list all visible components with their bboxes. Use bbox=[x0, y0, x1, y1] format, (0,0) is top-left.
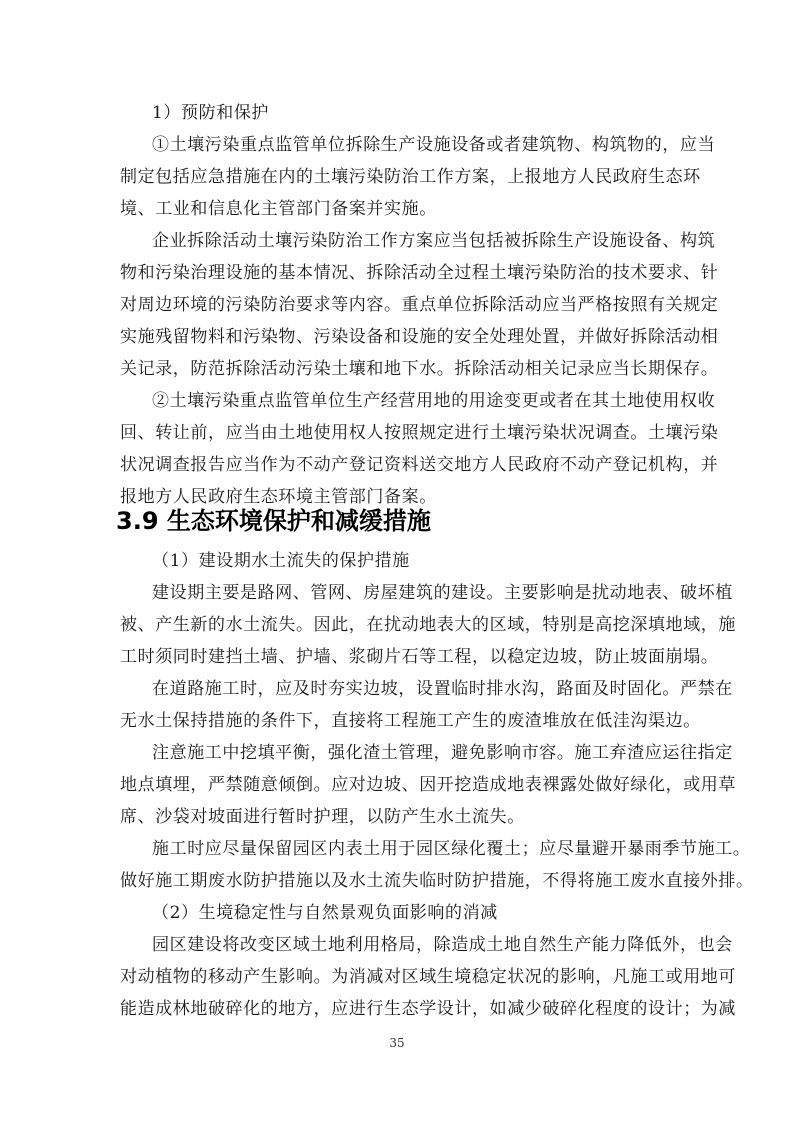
paragraph-line: ①土壤污染重点监管单位拆除生产设施设备或者建筑物、构筑物的，应当 bbox=[152, 135, 716, 155]
paragraph-line: 状况调查报告应当作为不动产登记资料送交地方人民政府不动产登记机构，并 bbox=[120, 455, 719, 475]
subsection-title-prevention: 1）预防和保护 bbox=[152, 103, 270, 123]
paragraph-line: 无水土保持措施的条件下，直接将工程施工产生的废渣堆放在低洼沟渠边。 bbox=[120, 711, 701, 731]
paragraph-line: 能造成林地破碎化的地方，应进行生态学设计，如减少破碎化程度的设计；为减 bbox=[120, 999, 736, 1019]
paragraph-line: 在道路施工时，应及时夯实边坡，设置临时排水沟，路面及时固化。严禁在 bbox=[152, 679, 733, 699]
page-number: 35 bbox=[389, 1036, 405, 1050]
paragraph-line: 施工时应尽量保留园区内表土用于园区绿化覆土；应尽量避开暴雨季节施工。 bbox=[152, 839, 751, 859]
paragraph-line: 企业拆除活动土壤污染防治工作方案应当包括被拆除生产设施设备、构筑 bbox=[152, 231, 716, 251]
paragraph-line: 建设期主要是路网、管网、房屋建筑的建设。主要影响是扰动地表、破坏植 bbox=[152, 583, 733, 603]
paragraph-line: 做好施工期废水防护措施以及水土流失临时防护措施，不得将施工废水直接外排。 bbox=[120, 871, 754, 891]
subsection-title-soil-erosion: （1）建设期水土流失的保护措施 bbox=[152, 551, 410, 571]
paragraph-line: 制定包括应急措施在内的土壤污染防治工作方案，上报地方人民政府生态环 bbox=[120, 167, 701, 187]
paragraph-line: 注意施工中挖填平衡，强化渣土管理，避免影响市容。施工弃渣应运往指定 bbox=[152, 743, 733, 763]
paragraph-line: 报地方人民政府生态环境主管部门备案。 bbox=[120, 487, 437, 507]
subsection-title-habitat: （2）生境稳定性与自然景观负面影响的消减 bbox=[152, 903, 498, 923]
paragraph-line: 对动植物的移动产生影响。为消减对区域生境稳定状况的影响，凡施工或用地可 bbox=[120, 967, 736, 987]
paragraph-line: 境、工业和信息化主管部门备案并实施。 bbox=[120, 199, 437, 219]
paragraph-line: 席、沙袋对坡面进行暂时护理，以防产生水土流失。 bbox=[120, 807, 525, 827]
paragraph-line: 被、产生新的水土流失。因此，在扰动地表大的区域，特别是高挖深填地域，施 bbox=[120, 615, 736, 635]
paragraph-line: 工时须同时建挡土墙、护墙、浆砌片石等工程，以稳定边坡，防止坡面崩塌。 bbox=[120, 647, 719, 667]
paragraph-line: 物和污染治理设施的基本情况、拆除活动全过程土壤污染防治的技术要求、针 bbox=[120, 263, 719, 283]
paragraph-line: 回、转让前，应当由土地使用权人按照规定进行土壤污染状况调查。土壤污染 bbox=[120, 423, 719, 443]
paragraph-line: ②土壤污染重点监管单位生产经营用地的用途变更或者在其土地使用权收 bbox=[152, 391, 716, 411]
section-heading: 3.9 生态环境保护和减缓措施 bbox=[116, 507, 431, 535]
paragraph-line: 关记录，防范拆除活动污染土壤和地下水。拆除活动相关记录应当长期保存。 bbox=[120, 359, 719, 379]
paragraph-line: 实施残留物料和污染物、污染设备和设施的安全处理处置，并做好拆除活动相 bbox=[120, 327, 719, 347]
paragraph-line: 对周边环境的污染防治要求等内容。重点单位拆除活动应当严格按照有关规定 bbox=[120, 295, 719, 315]
paragraph-line: 地点填埋，严禁随意倾倒。应对边坡、因开挖造成地表裸露处做好绿化，或用草 bbox=[120, 775, 736, 795]
paragraph-line: 园区建设将改变区域土地利用格局，除造成土地自然生产能力降低外，也会 bbox=[152, 935, 733, 955]
